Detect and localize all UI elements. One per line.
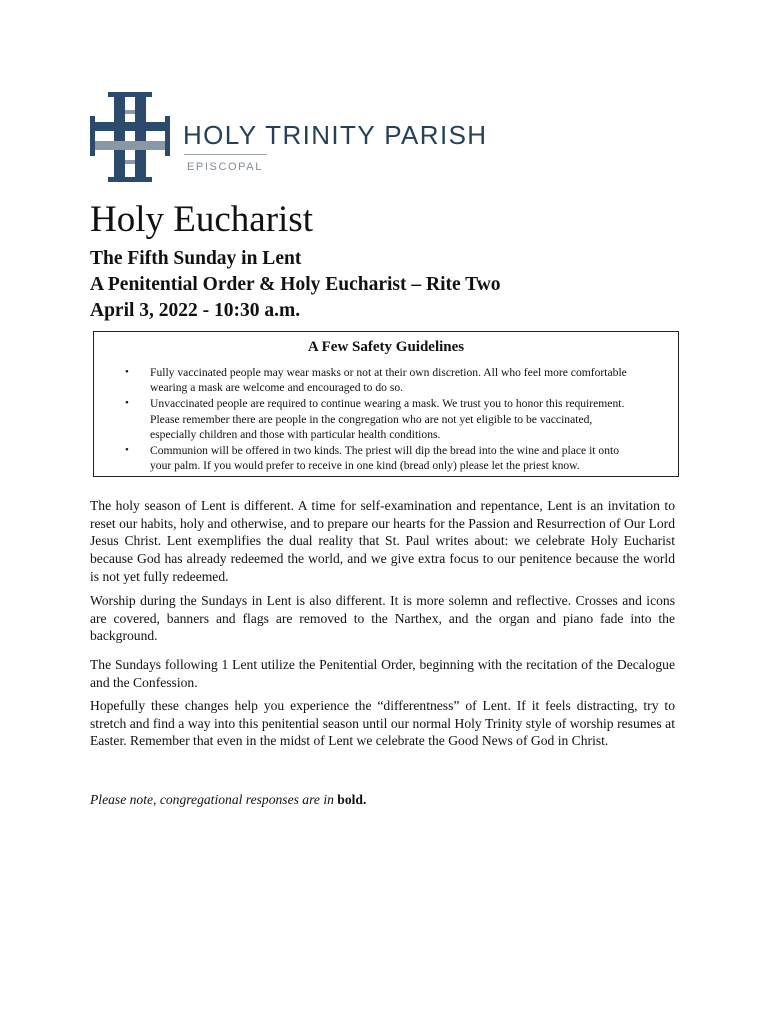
guideline-item: • Communion will be offered in two kinds. The priest will dip the bread into the wine and place it onto your palm. If you would prefer to receive in one kind (bread only) please let the priest know.: [94, 443, 630, 474]
logo-divider: [184, 154, 267, 155]
document-title: Holy Eucharist: [90, 199, 313, 240]
penitential-order-paragraph: The Sundays following 1 Lent utilize the Penitential Order, beginning with the recitation of the Decalogue and the Confession.: [90, 657, 675, 690]
note-italic-text: Please note, congregational responses are in: [90, 792, 334, 807]
guideline-item: • Unvaccinated people are required to continue wearing a mask. We trust you to honor this requirement. Please remember there are people in the congregation who are not yet eligible to be vaccinated, especially children and those with particular health conditions.: [94, 396, 630, 442]
service-date-time: April 3, 2022 - 10:30 a.m.: [90, 300, 301, 321]
lent-worship-paragraph: Worship during the Sundays in Lent is also different. It is more solemn and reflective. Crosses and icons are covered, banners and flags are removed to the Narthex, and the organ and piano fade into the background.: [90, 593, 675, 644]
safety-guidelines-title: A Few Safety Guidelines: [307, 339, 465, 355]
safety-guidelines-box: [93, 331, 679, 477]
service-rite: A Penitential Order & Holy Eucharist – Rite Two: [90, 274, 501, 295]
differentness-paragraph: Hopefully these changes help you experience the “differentness” of Lent. If it feels distracting, try to stretch and find a way into this penitential season until our normal Holy Trinity style of worship resumes at Easter. Remember that even in the midst of Lent we celebrate the Good News of God in Christ.: [90, 698, 675, 749]
logo-subtitle: EPISCOPAL: [187, 161, 263, 173]
note-bold-text: bold.: [337, 792, 367, 807]
parish-logo: [90, 92, 550, 182]
trinity-cross-icon: [90, 92, 170, 182]
guideline-item: • Fully vaccinated people may wear masks or not at their own discretion. All who feel more comfortable wearing a mask are welcome and encouraged to do so.: [94, 365, 630, 396]
safety-guidelines-list: [94, 365, 630, 474]
logo-parish-name: HOLY TRINITY PARISH: [183, 120, 488, 150]
service-sunday: The Fifth Sunday in Lent: [90, 248, 302, 269]
congregational-note: [90, 792, 366, 808]
lent-intro-paragraph: The holy season of Lent is different. A time for self-examination and repentance, Lent is an invitation to reset our habits, holy and otherwise, and to prepare our hearts for the Passion and Resurrection of Our Lord Jesus Christ. Lent exemplifies the dual reality that St. Paul writes about: we celebrate Holy Eucharist because God has already redeemed the world, and we give extra focus to our penitence because the world is not yet fully redeemed.: [90, 498, 675, 584]
